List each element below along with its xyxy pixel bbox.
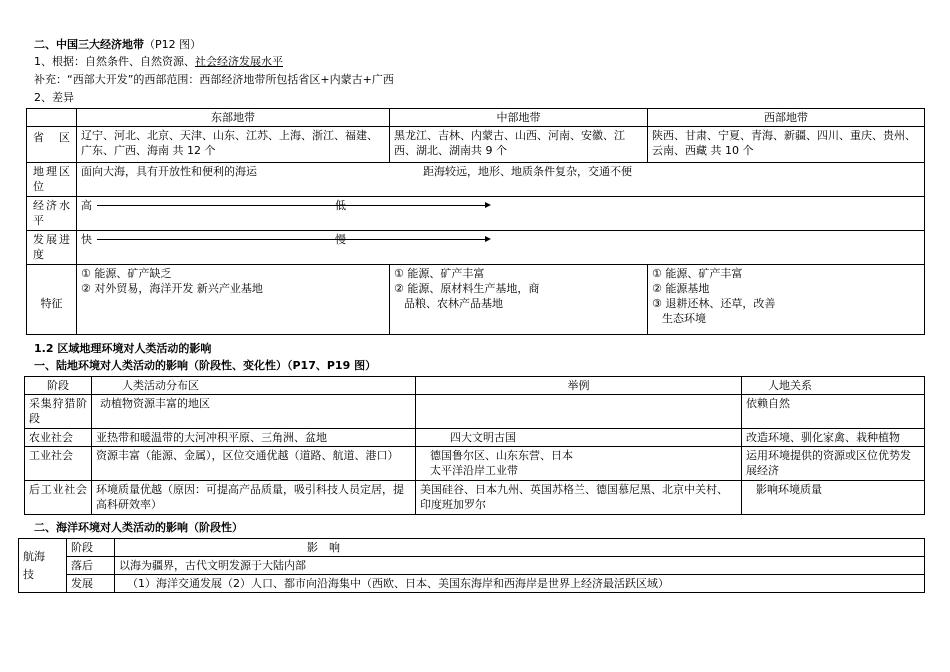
row-label-progress: 发展进度 bbox=[27, 231, 77, 265]
location-central: 距海较远，地形、地质条件复杂，交通不便 bbox=[423, 165, 632, 178]
progress-start: 快 bbox=[81, 233, 92, 246]
table-row bbox=[25, 429, 925, 447]
table-row bbox=[25, 447, 925, 481]
table-row bbox=[27, 127, 925, 163]
area-cell: 资源丰富（能源、金属），区位交通优越（道路、航道、港口） bbox=[92, 447, 416, 481]
feature-line: ② 对外贸易，海洋开发 新兴产业基地 bbox=[81, 282, 263, 295]
cell-economy bbox=[77, 197, 925, 231]
section-title-economic-zones bbox=[34, 38, 201, 52]
table-row bbox=[27, 265, 925, 335]
table-row bbox=[19, 557, 925, 575]
table-header-row bbox=[19, 539, 925, 557]
table-row bbox=[27, 197, 925, 231]
effect-cell: 以海为疆界，古代文明发源于大陆内部 bbox=[115, 557, 925, 575]
table-header-row bbox=[25, 377, 925, 395]
example-cell: 德国鲁尔区、山东东营、日本太平洋沿岸工业带 bbox=[416, 447, 742, 481]
header-east: 东部地带 bbox=[77, 109, 390, 127]
area-cell: 亚热带和暖温带的大河冲积平原、三角洲、盆地 bbox=[92, 429, 416, 447]
side-label-navigation bbox=[19, 539, 67, 593]
row-label-economy: 经济水平 bbox=[27, 197, 77, 231]
table-row bbox=[27, 231, 925, 265]
ocean-environment-table bbox=[18, 538, 925, 593]
economy-end: 低 bbox=[335, 199, 346, 212]
land-environment-table bbox=[24, 376, 925, 515]
location-east: 面向大海，具有开放性和便利的海运 bbox=[81, 165, 257, 178]
effect-cell: （1）海洋交通发展（2）人口、都市向沿海集中（西欧、日本、美国东海岸和西海岸是世界上经济最活跃区域） bbox=[115, 575, 925, 593]
feature-line: ② 能源、原材料生产基地，商 bbox=[394, 282, 540, 295]
table-row bbox=[25, 481, 925, 515]
area-cell: 环境质量优越（原因：可提高产品质量，吸引科技人员定居，提高科研效率） bbox=[92, 481, 416, 515]
basis-prefix: 1、根据：自然条件、自然资源、 bbox=[34, 55, 195, 68]
section-title-text: 二、中国三大经济地带 bbox=[34, 38, 144, 51]
row-label-location: 地理区位 bbox=[27, 163, 77, 197]
example-cell: 美国硅谷、日本九州、英国苏格兰、德国慕尼黑、北京中关村、印度班加罗尔 bbox=[416, 481, 742, 515]
row-label-province: 省区 bbox=[27, 127, 77, 163]
basis-line bbox=[34, 55, 283, 69]
example-cell bbox=[416, 395, 742, 429]
progress-arrow-icon bbox=[97, 239, 489, 240]
cell-east-feature bbox=[77, 265, 390, 335]
progress-end: 慢 bbox=[335, 233, 346, 246]
subsection-title-ocean: 二、海洋环境对人类活动的影响（阶段性） bbox=[34, 521, 243, 534]
header-example: 举例 bbox=[416, 377, 742, 395]
basis-underlined: 社会经济发展水平 bbox=[195, 55, 283, 68]
header-area: 人类活动分布区 bbox=[92, 377, 416, 395]
table-row bbox=[27, 163, 925, 197]
header-stage: 阶段 bbox=[67, 539, 115, 557]
stage-cell: 农业社会 bbox=[25, 429, 92, 447]
cell-central-feature bbox=[390, 265, 648, 335]
row-label-feature: 特征 bbox=[27, 265, 77, 335]
stage-cell: 工业社会 bbox=[25, 447, 92, 481]
relation-cell: 运用环境提供的资源或区位优势发展经济 bbox=[742, 447, 925, 481]
area-cell: 动植物资源丰富的地区 bbox=[92, 395, 416, 429]
supplement-line: 补充：“西部大开发”的西部范围：西部经济地带所包括省区+内蒙古+广西 bbox=[34, 73, 394, 86]
economic-zones-table bbox=[26, 108, 925, 335]
difference-heading: 2、差异 bbox=[34, 91, 74, 104]
relation-cell: 影响环境质量 bbox=[742, 481, 925, 515]
table-row bbox=[19, 575, 925, 593]
side-label-text: 航海技 bbox=[23, 549, 45, 581]
stage-cell: 落后 bbox=[67, 557, 115, 575]
figure-reference: （P12 图） bbox=[144, 38, 202, 51]
header-effect: 影 响 bbox=[115, 539, 925, 557]
table-header-row bbox=[27, 109, 925, 127]
cell-central-province: 黑龙江、吉林、内蒙古、山西、河南、安徽、江西、湖北、湖南共 9 个 bbox=[390, 127, 648, 163]
subsection-title-land: 一、陆地环境对人类活动的影响（阶段性、变化性）（P17、P19 图） bbox=[34, 359, 377, 372]
header-west: 西部地带 bbox=[648, 109, 925, 127]
table-row bbox=[25, 395, 925, 429]
header-stage: 阶段 bbox=[25, 377, 92, 395]
stage-cell: 后工业社会 bbox=[25, 481, 92, 515]
example-cell: 四大文明古国 bbox=[416, 429, 742, 447]
economy-start: 高 bbox=[81, 199, 92, 212]
cell-west-province: 陕西、甘肃、宁夏、青海、新疆、四川、重庆、贵州、云南、西藏 共 10 个 bbox=[648, 127, 925, 163]
cell-east-province: 辽宁、河北、北京、天津、山东、江苏、上海、浙江、福建、广东、广西、海南 共 12 个 bbox=[77, 127, 390, 163]
relation-cell: 改造环境、驯化家禽、栽种植物 bbox=[742, 429, 925, 447]
section-title-regional-environment: 1.2 区域地理环境对人类活动的影响 bbox=[34, 342, 212, 355]
feature-line: 品粮、农林产品基地 bbox=[404, 297, 503, 310]
feature-line: ① 能源、矿产丰富 bbox=[652, 267, 743, 280]
relation-cell: 依赖自然 bbox=[742, 395, 925, 429]
economy-arrow-icon bbox=[97, 205, 489, 206]
cell-west-feature bbox=[648, 265, 925, 335]
feature-line: ① 能源、矿产丰富 bbox=[394, 267, 485, 280]
feature-line: ② 能源基地 bbox=[652, 282, 710, 295]
header-central: 中部地带 bbox=[390, 109, 648, 127]
header-empty-cell bbox=[27, 109, 77, 127]
feature-line: ③ 退耕还林、还草，改善 bbox=[652, 297, 776, 310]
stage-cell: 采集狩猎阶段 bbox=[25, 395, 92, 429]
cell-location bbox=[77, 163, 925, 197]
feature-line: ① 能源、矿产缺乏 bbox=[81, 267, 172, 280]
feature-line: 生态环境 bbox=[662, 312, 706, 325]
cell-progress bbox=[77, 231, 925, 265]
header-relation: 人地关系 bbox=[742, 377, 925, 395]
stage-cell: 发展 bbox=[67, 575, 115, 593]
